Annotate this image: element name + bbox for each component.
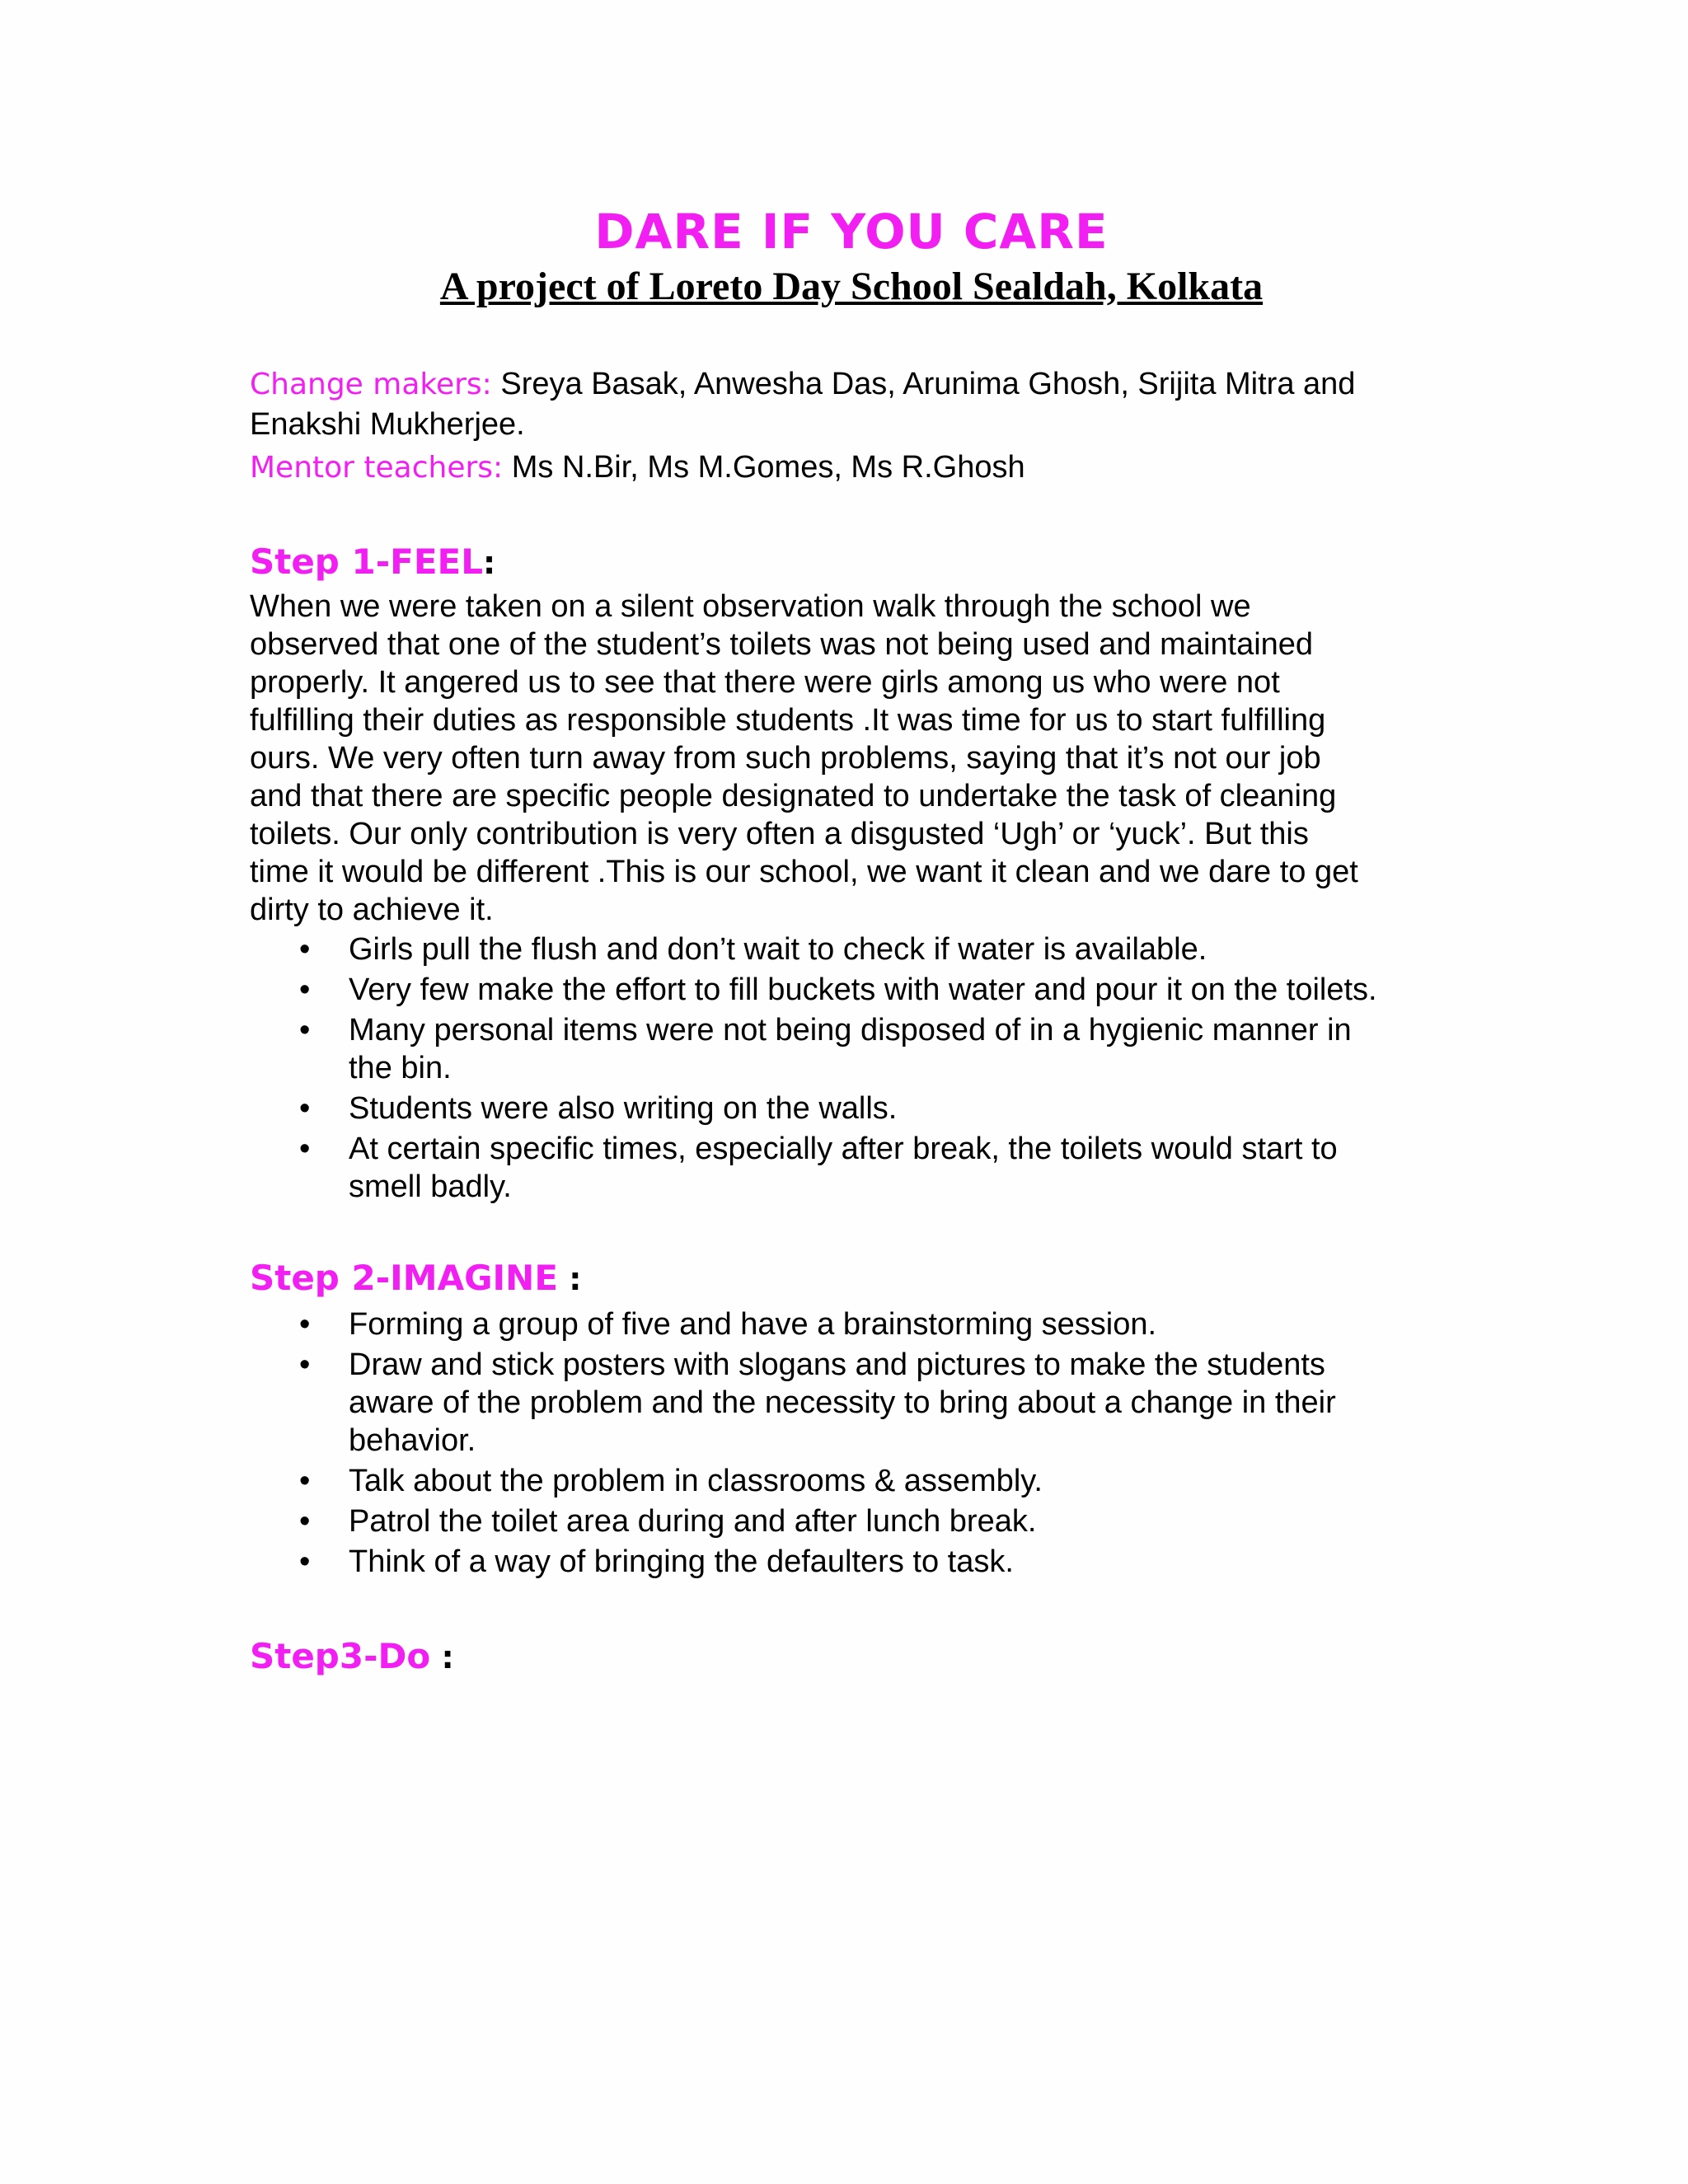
bullet-icon: • <box>299 972 311 1007</box>
bullet-icon: • <box>299 1013 311 1047</box>
step1-paragraph <box>250 588 1453 929</box>
bullet-icon: • <box>299 1347 311 1382</box>
step3-colon: : <box>430 1639 454 1675</box>
list-item <box>250 1346 1453 1460</box>
list-item <box>250 1011 1453 1087</box>
change-makers-names: Sreya Basak, Anwesha Das, Arunima Ghosh, Srijita Mitra and <box>491 367 1356 401</box>
document-content <box>250 203 1453 1682</box>
step2-title: Step 2-IMAGINE <box>250 1258 559 1298</box>
list-item-text: At certain specific times, especially after break, the toilets would start to <box>349 1132 1338 1166</box>
bullet-icon: • <box>299 1544 311 1579</box>
step3-title: Step3-Do <box>250 1636 431 1676</box>
list-item <box>250 971 1453 1009</box>
page-title: DARE IF YOU CARE <box>594 204 1109 260</box>
step1-heading <box>250 537 1453 588</box>
step2-heading <box>250 1254 1453 1304</box>
change-makers-line-2: Enakshi Mukherjee. <box>250 407 525 442</box>
list-item-text-continued: aware of the problem and the necessity to bring about a change in their <box>349 1385 1336 1420</box>
page-subtitle: A project of Loreto Day School Sealdah, Kolkata <box>439 265 1264 308</box>
list-item <box>250 1130 1453 1206</box>
list-item <box>250 1305 1453 1343</box>
list-item <box>250 1462 1453 1500</box>
step2-bullet-list <box>250 1305 1453 1581</box>
change-makers-label: Change makers: <box>250 368 492 401</box>
list-item-text: Students were also writing on the walls. <box>349 1091 898 1126</box>
paragraph-line: toilets. Our only contribution is very often a disgusted ‘Ugh’ or ‘yuck’. But this <box>250 817 1309 851</box>
list-item <box>250 1502 1453 1540</box>
list-item <box>250 1090 1453 1127</box>
list-item-text: Talk about the problem in classrooms & assembly. <box>349 1464 1043 1498</box>
step1-title: Step 1-FEEL <box>250 541 483 582</box>
mentor-teachers-names: Ms N.Bir, Ms M.Gomes, Ms R.Ghosh <box>503 450 1025 485</box>
list-item-text-continued: smell badly. <box>349 1169 512 1204</box>
list-item-text: Patrol the toilet area during and after lunch break. <box>349 1504 1037 1539</box>
paragraph-line: fulfilling their duties as responsible students .It was time for us to start fulfilling <box>250 703 1326 738</box>
mentor-teachers-label: Mentor teachers: <box>250 451 504 485</box>
list-item-text: Many personal items were not being disposed of in a hygienic manner in <box>349 1013 1352 1047</box>
bullet-icon: • <box>299 1504 311 1539</box>
step2-colon: : <box>558 1261 582 1297</box>
list-item-text: Very few make the effort to fill buckets with water and pour it on the toilets. <box>349 972 1377 1007</box>
step3-heading <box>250 1632 1453 1682</box>
paragraph-line: observed that one of the student’s toilets was not being used and maintained <box>250 627 1314 662</box>
paragraph-line: and that there are specific people designated to undertake the task of cleaning <box>250 779 1337 813</box>
paragraph-line: properly. It angered us to see that there were girls among us who were not <box>250 665 1280 700</box>
credits-section <box>250 364 1453 488</box>
step1-colon: : <box>483 545 496 581</box>
step1-bullet-list <box>250 930 1453 1206</box>
list-item-text: Forming a group of five and have a brainstorming session. <box>349 1307 1157 1342</box>
list-item-text: Think of a way of bringing the defaulters to task. <box>349 1544 1014 1579</box>
list-item-text: Draw and stick posters with slogans and pictures to make the students <box>349 1347 1325 1382</box>
list-item-text-continued: behavior. <box>349 1423 476 1458</box>
bullet-icon: • <box>299 1464 311 1498</box>
list-item <box>250 1543 1453 1581</box>
list-item <box>250 930 1453 968</box>
bullet-icon: • <box>299 1132 311 1166</box>
paragraph-line: time it would be different .This is our school, we want it clean and we dare to get <box>250 855 1358 889</box>
paragraph-line: dirty to achieve it. <box>250 893 494 927</box>
paragraph-line: ours. We very often turn away from such problems, saying that it’s not our job <box>250 741 1321 776</box>
list-item-text-continued: the bin. <box>349 1051 452 1085</box>
bullet-icon: • <box>299 1307 311 1342</box>
list-item-text: Girls pull the flush and don’t wait to check if water is available. <box>349 932 1207 967</box>
bullet-icon: • <box>299 1091 311 1126</box>
paragraph-line: When we were taken on a silent observation walk through the school we <box>250 589 1251 624</box>
mentor-teachers-line <box>250 448 1453 488</box>
change-makers-line-1 <box>250 364 1453 405</box>
bullet-icon: • <box>299 932 311 967</box>
